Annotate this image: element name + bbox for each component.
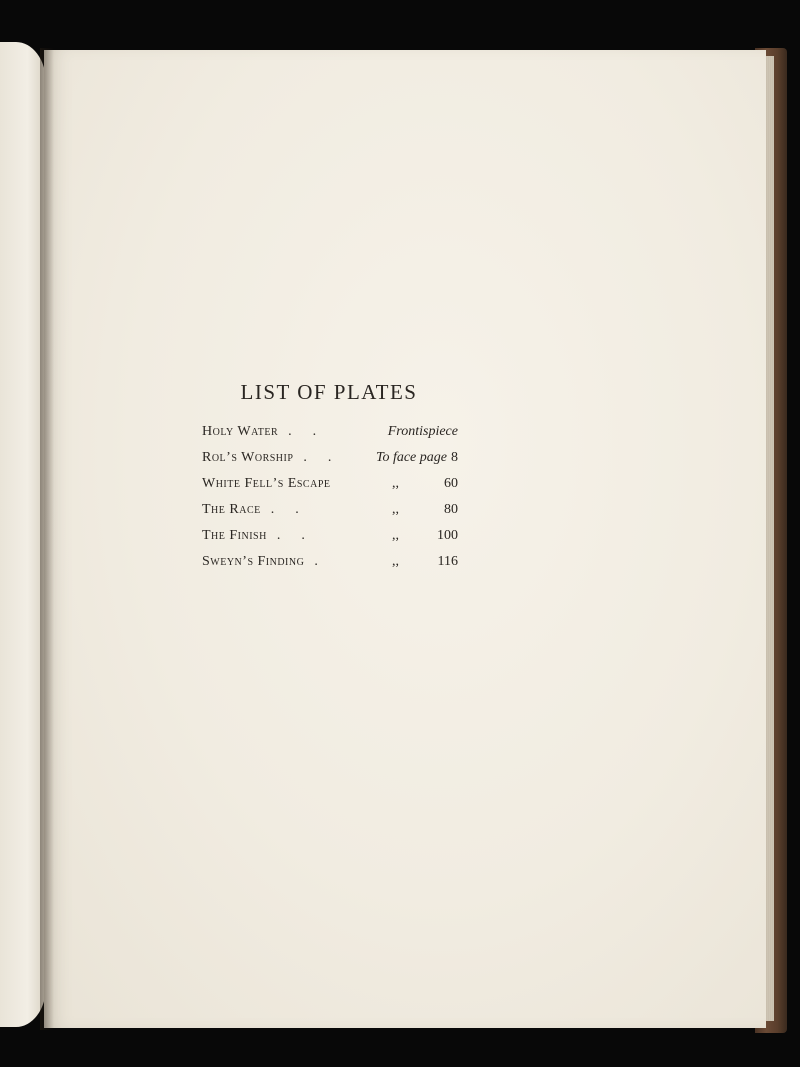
plate-name: Rol’s Worship: [202, 450, 294, 465]
plate-row: [202, 476, 458, 502]
plate-row: [202, 554, 458, 580]
page-number: 116: [437, 554, 458, 569]
plate-reference: [392, 476, 458, 492]
leader-dots: . .: [303, 450, 332, 465]
page-title: LIST OF PLATES: [240, 380, 418, 404]
reference-label: To face page: [375, 450, 447, 465]
page-content: [44, 50, 766, 1028]
plate-name: The Race: [202, 502, 261, 517]
plates-list: [202, 424, 458, 580]
plate-reference: [388, 424, 458, 440]
plate-name: White Fell’s Escape: [202, 476, 331, 491]
leader-dots: . .: [288, 424, 317, 439]
plate-reference: [376, 450, 458, 466]
ditto-mark: ,,: [392, 554, 399, 569]
ditto-mark: ,,: [392, 502, 399, 517]
plate-name: The Finish: [202, 528, 267, 543]
plate-name: Sweyn’s Finding: [202, 554, 305, 569]
plate-row: [202, 424, 458, 450]
plate-row: [202, 450, 458, 476]
gutter-shadow: [40, 48, 54, 1030]
leader-dots: .: [314, 554, 318, 569]
plate-name: Holy Water: [202, 424, 279, 439]
plate-reference: [392, 502, 458, 518]
ditto-mark: ,,: [392, 476, 399, 491]
plate-row: [202, 502, 458, 528]
leader-dots: . .: [270, 502, 299, 517]
book-page: [44, 50, 766, 1028]
plate-row: [202, 528, 458, 554]
page-number: 100: [437, 528, 458, 543]
plate-reference: [392, 528, 458, 544]
plate-reference: [392, 554, 458, 570]
page-number: 80: [444, 502, 458, 517]
page-number: 60: [444, 476, 458, 491]
reference-label: Frontispiece: [387, 424, 458, 439]
leader-dots: . .: [276, 528, 305, 543]
page-number: 8: [451, 450, 458, 465]
ditto-mark: ,,: [392, 528, 399, 543]
